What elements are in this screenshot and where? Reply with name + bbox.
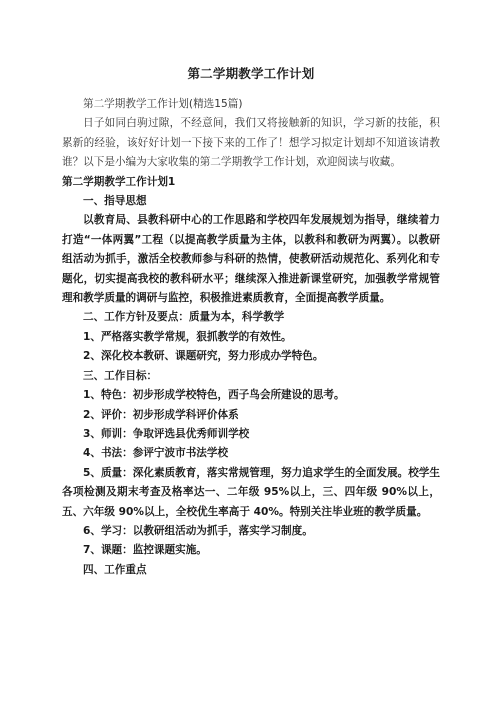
document-title: 第二学期教学工作计划 xyxy=(187,66,315,81)
section3-item: 5、质量：深化素质教育，落实常规管理，努力追求学生的全面发展。校学生各项检测及期末考查及格率达一、二年级 95%以上，三、四年级 90%以上，五、六年级 90%以上，全校优生率高于 40%。特别关注毕业班的教学质量。 xyxy=(62,466,440,518)
section4-heading: 四、工作重点 xyxy=(83,563,147,576)
section1-heading: 一、指导思想 xyxy=(83,195,147,208)
plan-heading: 第二学期教学工作计划1 xyxy=(62,175,176,188)
intro-paragraph: 日子如同白驹过隙，不经意间，我们又将接触新的知识，学习新的技能，积累新的经验，该好好计划一下接下来的工作了！想学习拟定计划却不知道该请教谁？以下是小编为大家收集的第二学期教学工作计划，欢迎阅读与收藏。 xyxy=(62,117,440,169)
section3-item: 4、书法：参评宁波市书法学校 xyxy=(83,447,229,460)
section3-item: 2、评价：初步形成学科评价体系 xyxy=(83,408,239,421)
section3-item: 1、特色：初步形成学校特色，西子鸟会所建设的思考。 xyxy=(83,389,345,402)
section3-item: 6、学习：以教研组活动为抓手，落实学习制度。 xyxy=(83,524,313,537)
section2-item: 2、深化校本教研、课题研究，努力形成办学特色。 xyxy=(83,350,324,363)
section1-body: 以教育局、县教科研中心的工作思路和学校四年发展规划为指导，继续着力打造“一体两翼”工程（以提高教学质量为主体，以教科和教研为两翼）。以教研组活动为抓手，激活全校教师参与科研的热情，使教研活动规范化、系列化和专题化，切实提高我校的教科研水平；继续深入推进新课堂研究，加强教学常规管理和教学质量的调研与监控，积极推进素质教育，全面提高教学质量。 xyxy=(62,214,440,305)
section2-item: 1、严格落实教学常规，狠抓教学的有效性。 xyxy=(83,330,292,343)
section3-item: 7、课题：监控课题实施。 xyxy=(83,544,207,557)
section2-heading: 二、工作方针及要点：质量为本，科学教学 xyxy=(83,311,285,324)
document-subtitle: 第二学期教学工作计划(精选15篇) xyxy=(83,98,243,110)
section3-item: 3、师训：争取评选县优秀师训学校 xyxy=(83,427,250,440)
section3-heading: 三、工作目标： xyxy=(83,369,158,382)
